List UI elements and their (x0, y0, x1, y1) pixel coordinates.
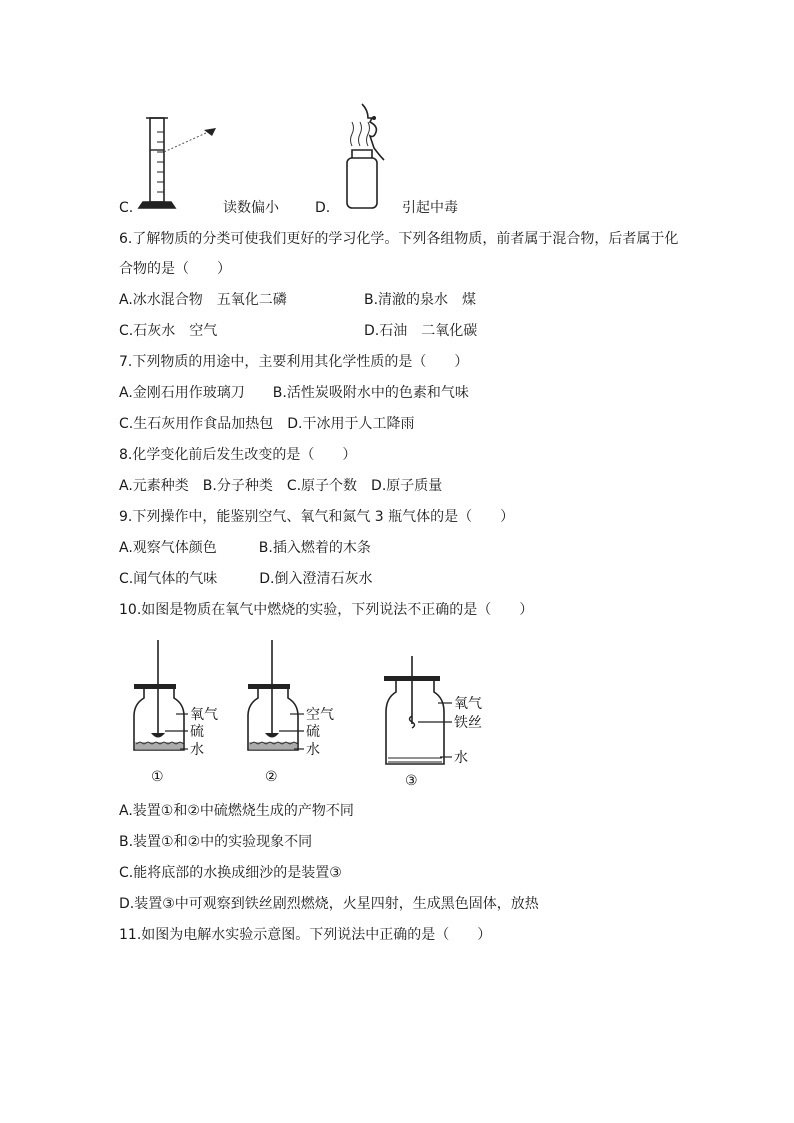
q9-options-ab: A.观察气体颜色 B.插入燃着的木条 (119, 540, 371, 556)
q7-stem: 7.下列物质的用途中，主要利用其化学性质的是（ ） (119, 354, 469, 370)
bottle-1-sulfur-label: 硫 (190, 724, 204, 740)
bottle-1-water-label: 水 (190, 742, 204, 758)
q7-options-ab: A.金刚石用作玻璃刀 B.活性炭吸附水中的色素和气味 (119, 385, 469, 401)
bottle-1-gas-label: 氧气 (190, 707, 218, 723)
q9-stem: 9.下列操作中，能鉴别空气、氧气和氮气 3 瓶气体的是（ ） (119, 509, 515, 525)
q10-option-a: A.装置①和②中硫燃烧生成的产物不同 (119, 803, 354, 819)
bottle-3-number: ③ (405, 773, 418, 789)
q5-option-d-letter: D. (315, 200, 331, 216)
bottle-1 (134, 640, 188, 750)
bottle-1-number: ① (151, 769, 164, 785)
q5-option-c-letter: C. (119, 200, 134, 216)
bottle-2-gas-label: 空气 (306, 707, 334, 723)
q6-stem-line2: 合物的是（ ） (119, 261, 231, 277)
q7-options-cd: C.生石灰用作食品加热包 D.干冰用于人工降雨 (119, 416, 415, 432)
bottle-2-water-label: 水 (306, 742, 320, 758)
q10-stem: 10.如图是物质在氧气中燃烧的实验，下列说法不正确的是（ ） (119, 602, 534, 618)
q5-option-c-text: 读数偏小 (223, 200, 279, 216)
q10-option-b: B.装置①和②中的实验现象不同 (119, 834, 313, 850)
bottle-3-water-label: 水 (454, 750, 468, 766)
bottle-2 (248, 640, 304, 750)
q11-stem: 11.如图为电解水实验示意图。下列说法中正确的是（ ） (119, 927, 492, 943)
q10-option-c: C.能将底部的水换成细沙的是装置③ (119, 865, 342, 881)
q6-option-b: B.清澈的泉水 煤 (364, 292, 477, 308)
q8-options: A.元素种类 B.分子种类 C.原子个数 D.原子质量 (119, 478, 443, 494)
q6-option-c: C.石灰水 空气 (119, 323, 218, 339)
bottle-3-gas-label: 氧气 (454, 696, 482, 712)
q6-stem-line1: 6.了解物质的分类可使我们更好的学习化学。下列各组物质，前者属于混合物，后者属于化 (119, 231, 679, 247)
q9-options-cd: C.闻气体的气味 D.倒入澄清石灰水 (119, 571, 373, 587)
q6-option-a: A.冰水混合物 五氧化二磷 (119, 292, 287, 308)
q6-option-d: D.石油 二氧化碳 (364, 323, 478, 339)
bottle-3 (384, 656, 452, 764)
bottle-3-iron-wire-label: 铁丝 (454, 715, 482, 731)
bottle-2-number: ② (265, 769, 278, 785)
q5-option-d-text: 引起中毒 (402, 200, 458, 216)
bottle-2-sulfur-label: 硫 (306, 724, 320, 740)
q10-option-d: D.装置③中可观察到铁丝剧烈燃烧，火星四射，生成黑色固体，放热 (119, 896, 539, 912)
q8-stem: 8.化学变化前后发生改变的是（ ） (119, 447, 357, 463)
